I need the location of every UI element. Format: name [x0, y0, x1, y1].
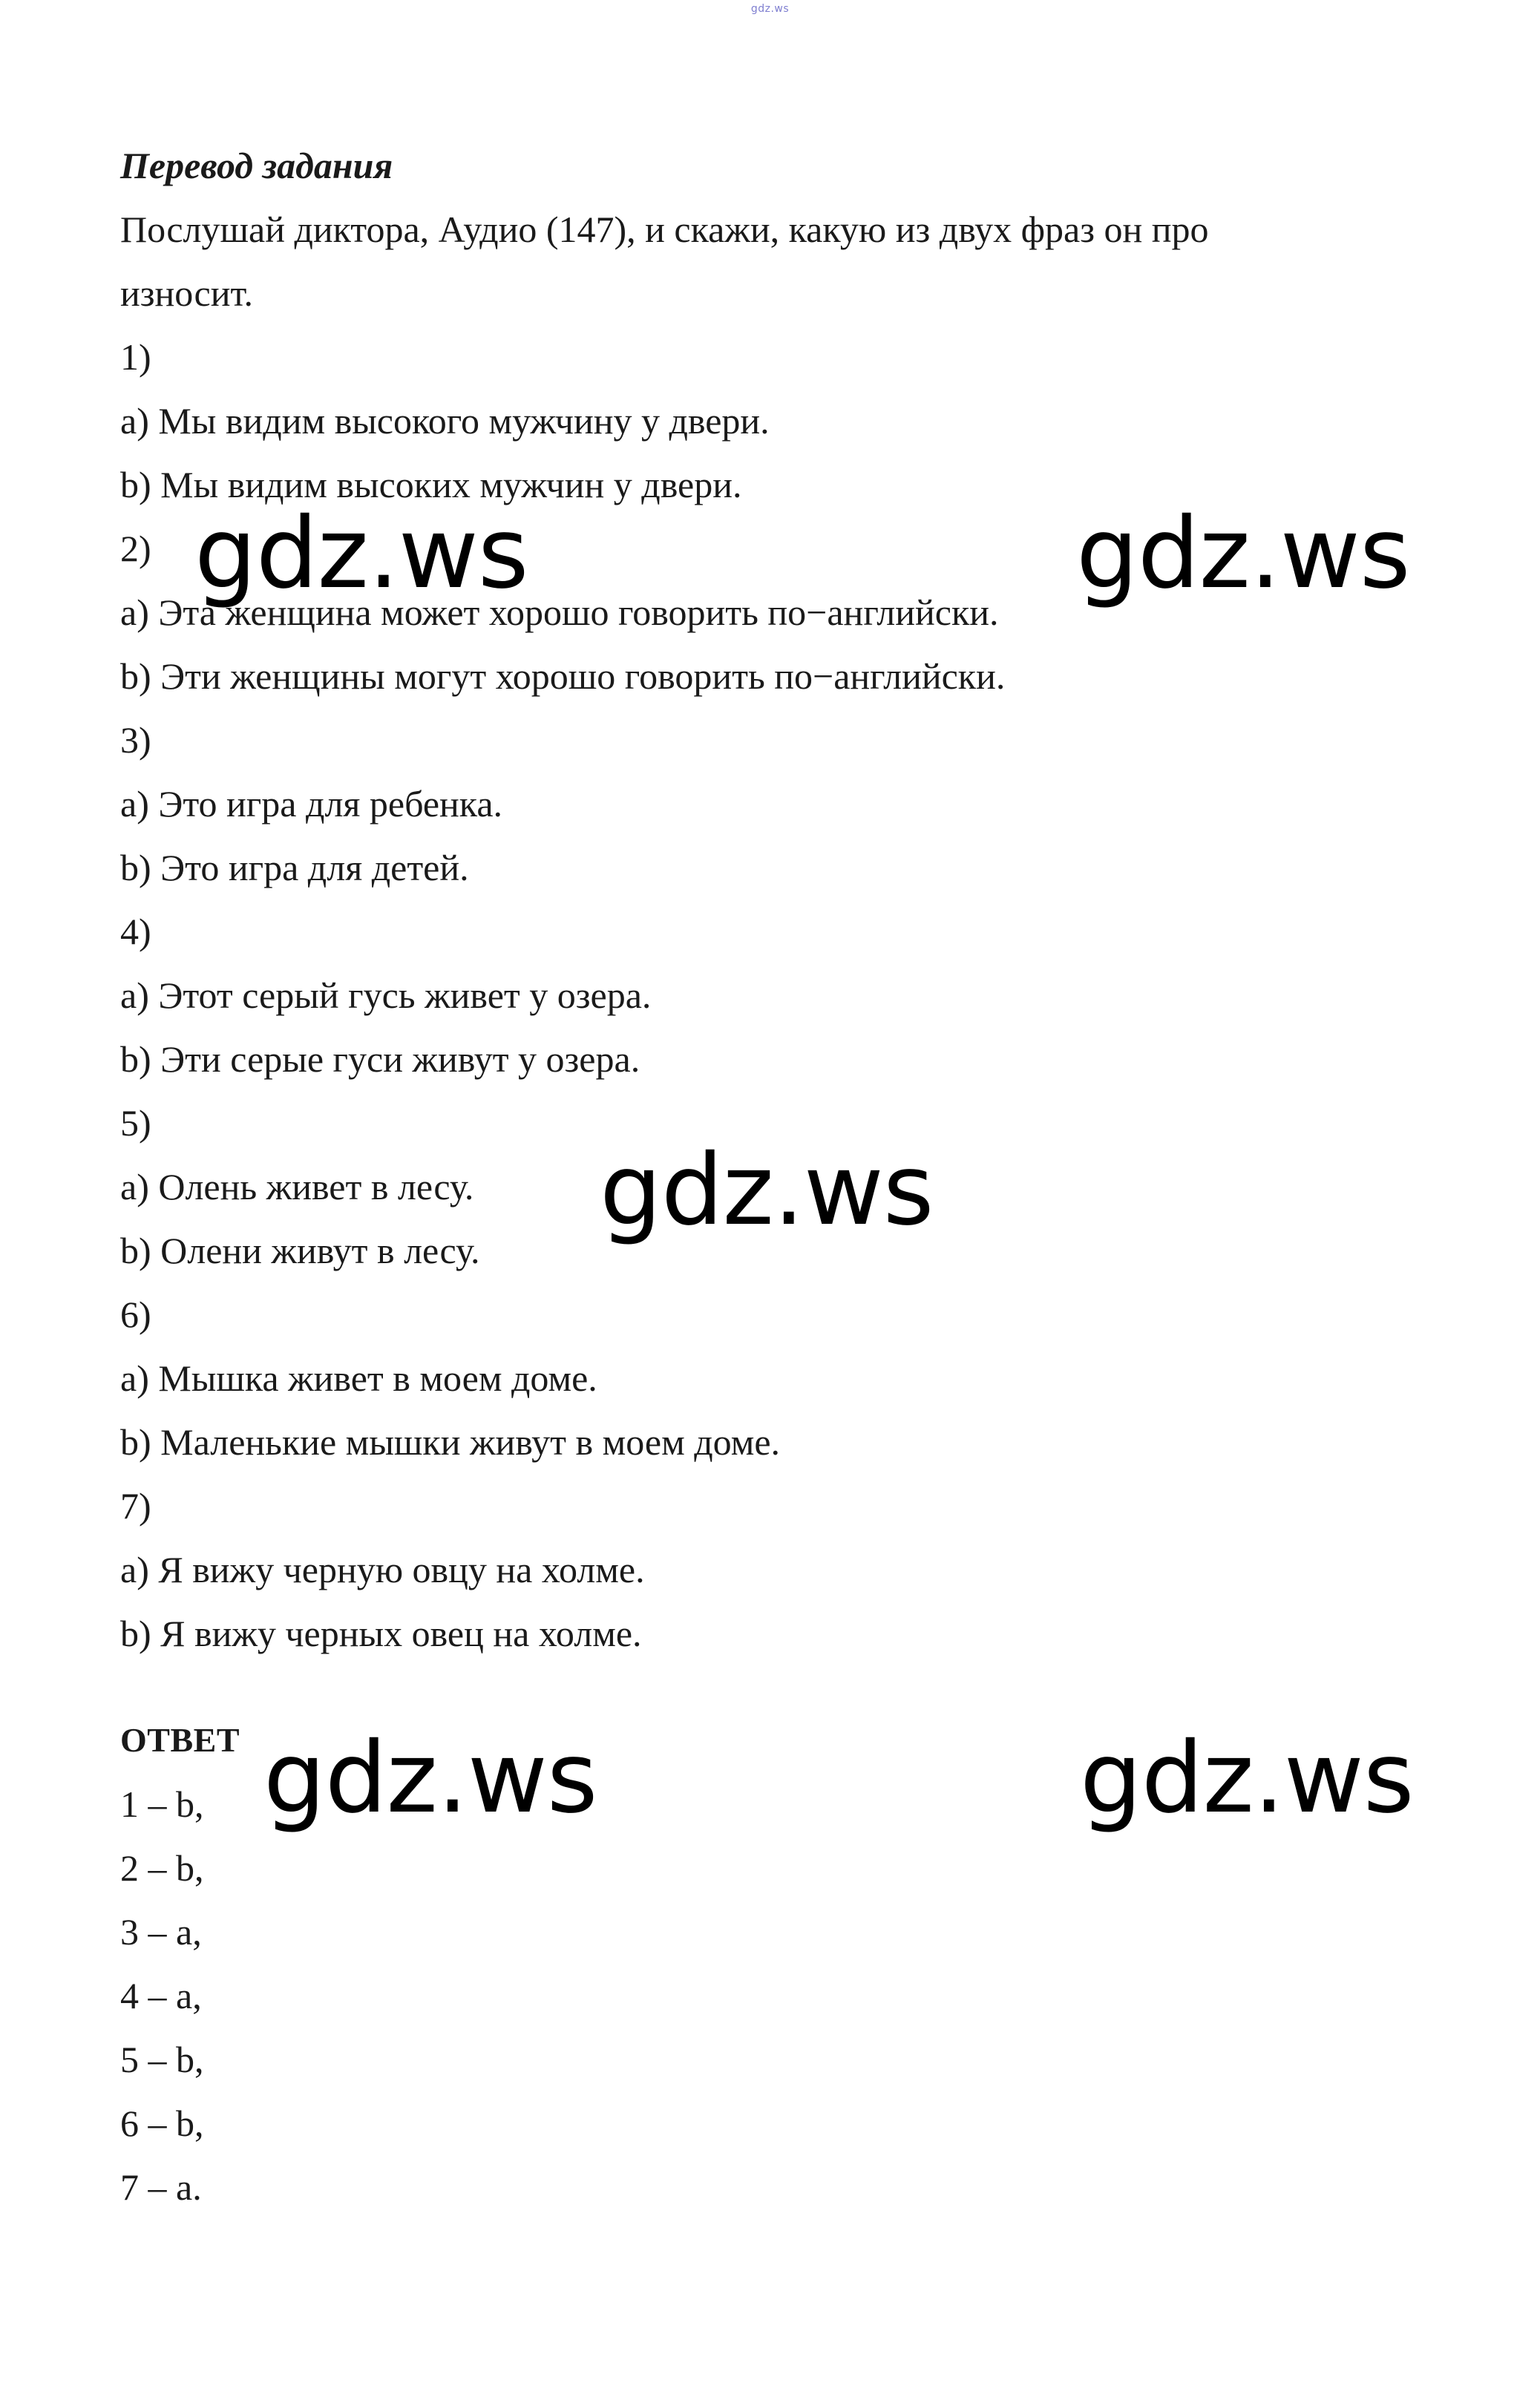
watermark-text: gdz.ws [1076, 496, 1410, 611]
item-number: 2) [120, 528, 151, 569]
task-intro-line-1: Послушай диктора, Аудио (147), и скажи, какую из двух фраз он про [120, 209, 1209, 250]
answer-line: 5 – b, [120, 2039, 204, 2080]
top-watermark-text: gdz.ws [750, 3, 790, 15]
watermark-text: gdz.ws [1080, 1721, 1414, 1835]
item-option-b: b) Мы видим высоких мужчин у двери. [120, 464, 742, 505]
item-option-a: a) Я вижу черную овцу на холме. [120, 1549, 645, 1590]
watermark-text: gdz.ws [263, 1721, 597, 1835]
watermark-text: gdz.ws [600, 1133, 934, 1248]
item-number: 3) [120, 719, 151, 761]
item-option-b: b) Эти серые гуси живут у озера. [120, 1038, 640, 1080]
item-option-a: a) Эта женщина может хорошо говорить по−английски. [120, 591, 999, 633]
item-option-a: a) Мышка живет в моем доме. [120, 1357, 597, 1399]
item-option-a: a) Олень живет в лесу. [120, 1166, 474, 1207]
item-option-b: b) Эти женщины могут хорошо говорить по−английски. [120, 655, 1006, 697]
item-option-b: b) Маленькие мышки живут в моем доме. [120, 1421, 781, 1463]
watermark-text: gdz.ws [194, 496, 528, 611]
item-number: 6) [120, 1294, 151, 1335]
item-option-b: b) Я вижу черных овец на холме. [120, 1613, 642, 1654]
answer-line: 3 – a, [120, 1911, 202, 1953]
answer-line: 6 – b, [120, 2103, 204, 2144]
answer-line: 7 – a. [120, 2166, 202, 2208]
answer-line: 1 – b, [120, 1783, 204, 1825]
item-option-b: b) Олени живут в лесу. [120, 1230, 480, 1271]
item-option-a: a) Этот серый гусь живет у озера. [120, 974, 652, 1016]
item-option-b: b) Это игра для детей. [120, 847, 469, 888]
task-heading: Перевод задания [120, 145, 393, 186]
task-intro-line-2: износит. [120, 272, 254, 314]
answer-line: 2 – b, [120, 1847, 204, 1889]
item-number: 1) [120, 336, 151, 378]
section-spacer [120, 1665, 1426, 1708]
item-number: 4) [120, 911, 151, 952]
item-number: 7) [120, 1485, 151, 1527]
item-option-a: a) Мы видим высокого мужчину у двери. [120, 400, 770, 442]
item-option-a: a) Это игра для ребенка. [120, 783, 503, 825]
answer-line: 4 – a, [120, 1975, 202, 2016]
answer-heading: ОТВЕТ [120, 1721, 240, 1759]
item-number: 5) [120, 1102, 151, 1144]
